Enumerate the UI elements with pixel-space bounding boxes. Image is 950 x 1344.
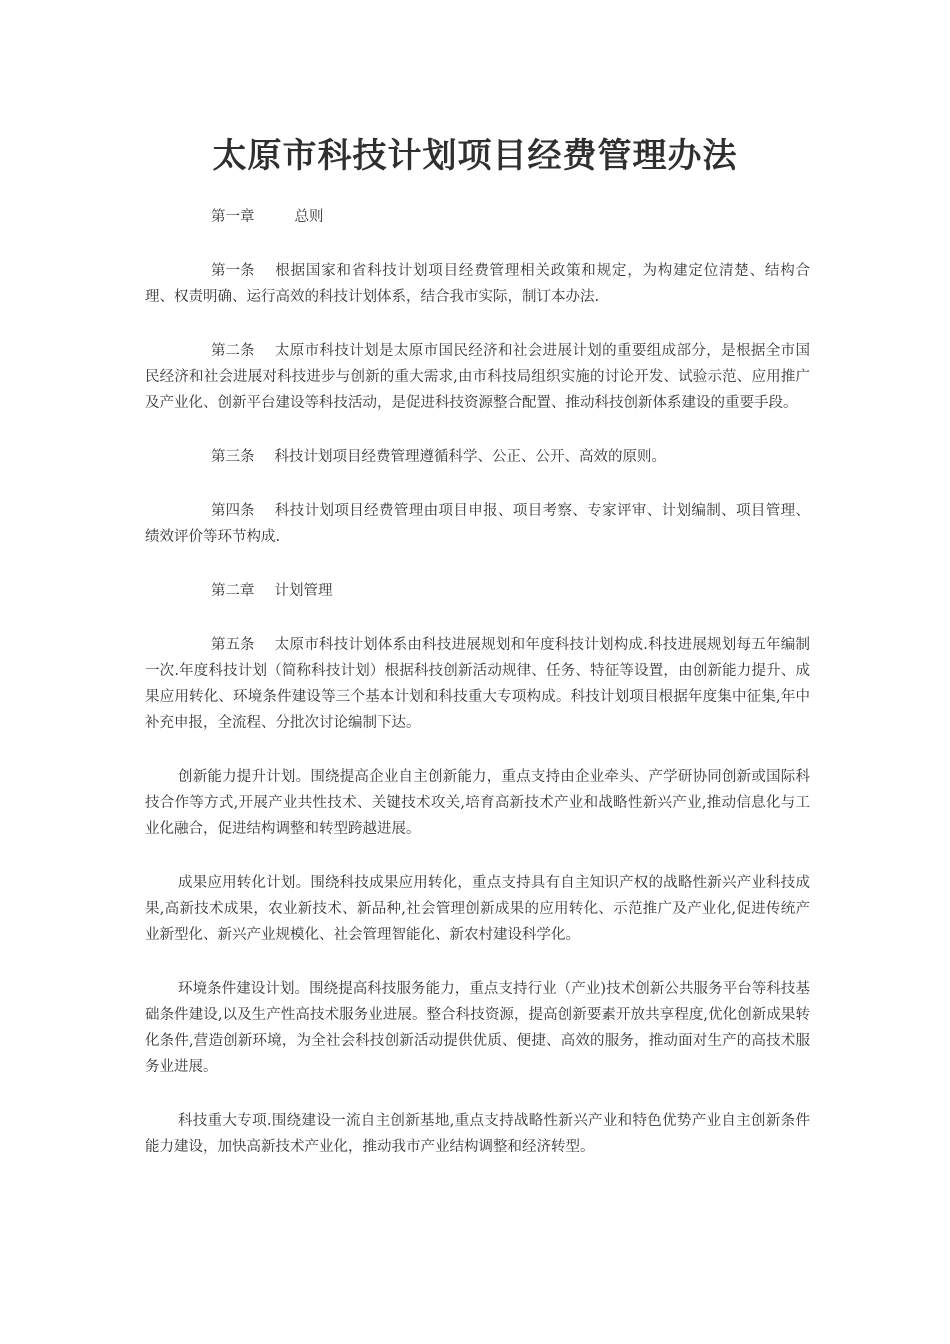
section-text: 太原市科技计划体系由科技进展规划和年度科技计划构成.科技进展规划每五年编制一次.年度科技计划（简称科技计划）根据科技创新活动规律、任务、特征等设置，由创新能力提升、成果应用转化、环境条件建设等三个基本计划和科技重大专项构成。科技计划项目根据年度集中征集,年中补充申报，全流程、分批次讨论编制下达。 (145, 637, 810, 731)
section-text: 成果应用转化计划。围绕科技成果应用转化，重点支持具有自主知识产权的战略性新兴产业科技成果,高新技术成果，农业新技术、新品种,社会管理创新成果的应用转化、示范推广及产业化,促进传统产业新型化、新兴产业规模化、社会管理智能化、新农村建设科学化。 (145, 875, 810, 943)
section-label: 第二条 (211, 343, 255, 359)
section-label: 第一条 (211, 263, 255, 279)
section-text: 总则 (294, 209, 324, 225)
document-body (145, 204, 810, 1188)
article-paragraph (145, 498, 810, 550)
section-text: 环境条件建设计划。围绕提高科技服务能力，重点支持行业（产业)技术创新公共服务平台等科技基础条件建设,以及生产性高技术服务业进展。整合科技资源，提高创新要素开放共享程度,优化创新成果转化条件,营造创新环境，为全社会科技创新活动提供优质、便捷、高效的服务，推动面对生产的高技术服务业进展。 (145, 981, 810, 1075)
plan-paragraph (145, 764, 810, 842)
section-text: 计划管理 (274, 583, 333, 599)
article-paragraph (145, 338, 810, 416)
article-paragraph (145, 632, 810, 736)
plan-paragraph (145, 1108, 810, 1160)
section-text: 根据国家和省科技计划项目经费管理相关政策和规定，为构建定位清楚、结构合理、权责明确、运行高效的科技计划体系，结合我市实际，制订本办法. (145, 263, 810, 305)
chapter-heading (145, 578, 810, 604)
section-text: 创新能力提升计划。围绕提高企业自主创新能力，重点支持由企业牵头、产学研协同创新或国际科技合作等方式,开展产业共性技术、关键技术攻关,培育高新技术产业和战略性新兴产业,推动信息化与工业化融合，促进结构调整和转型跨越进展。 (145, 769, 810, 837)
chapter-heading (145, 204, 810, 230)
section-text: 科技计划项目经费管理由项目申报、项目考察、专家评审、计划编制、项目管理、绩效评价等环节构成. (145, 503, 810, 545)
document-title: 太原市科技计划项目经费管理办法 (212, 136, 738, 176)
article-paragraph (145, 258, 810, 310)
plan-paragraph (145, 870, 810, 948)
section-text: 太原市科技计划是太原市国民经济和社会进展计划的重要组成部分，是根据全市国民经济和社会进展对科技进步与创新的重大需求,由市科技局组织实施的讨论开发、试验示范、应用推广及产业化、创新平台建设等科技活动，是促进科技资源整合配置、推动科技创新体系建设的重要手段。 (145, 343, 810, 411)
section-label: 第五条 (211, 637, 255, 653)
section-label: 第一章 (211, 209, 255, 225)
section-label: 第四条 (211, 503, 255, 519)
article-paragraph (145, 444, 810, 470)
section-text: 科技重大专项.围绕建设一流自主创新基地,重点支持战略性新兴产业和特色优势产业自主创新条件能力建设，加快高新技术产业化，推动我市产业结构调整和经济转型。 (145, 1113, 810, 1155)
section-text: 科技计划项目经费管理遵循科学、公正、公开、高效的原则。 (274, 449, 666, 465)
plan-paragraph (145, 976, 810, 1080)
section-label: 第二章 (211, 583, 255, 599)
section-label: 第三条 (211, 449, 255, 465)
